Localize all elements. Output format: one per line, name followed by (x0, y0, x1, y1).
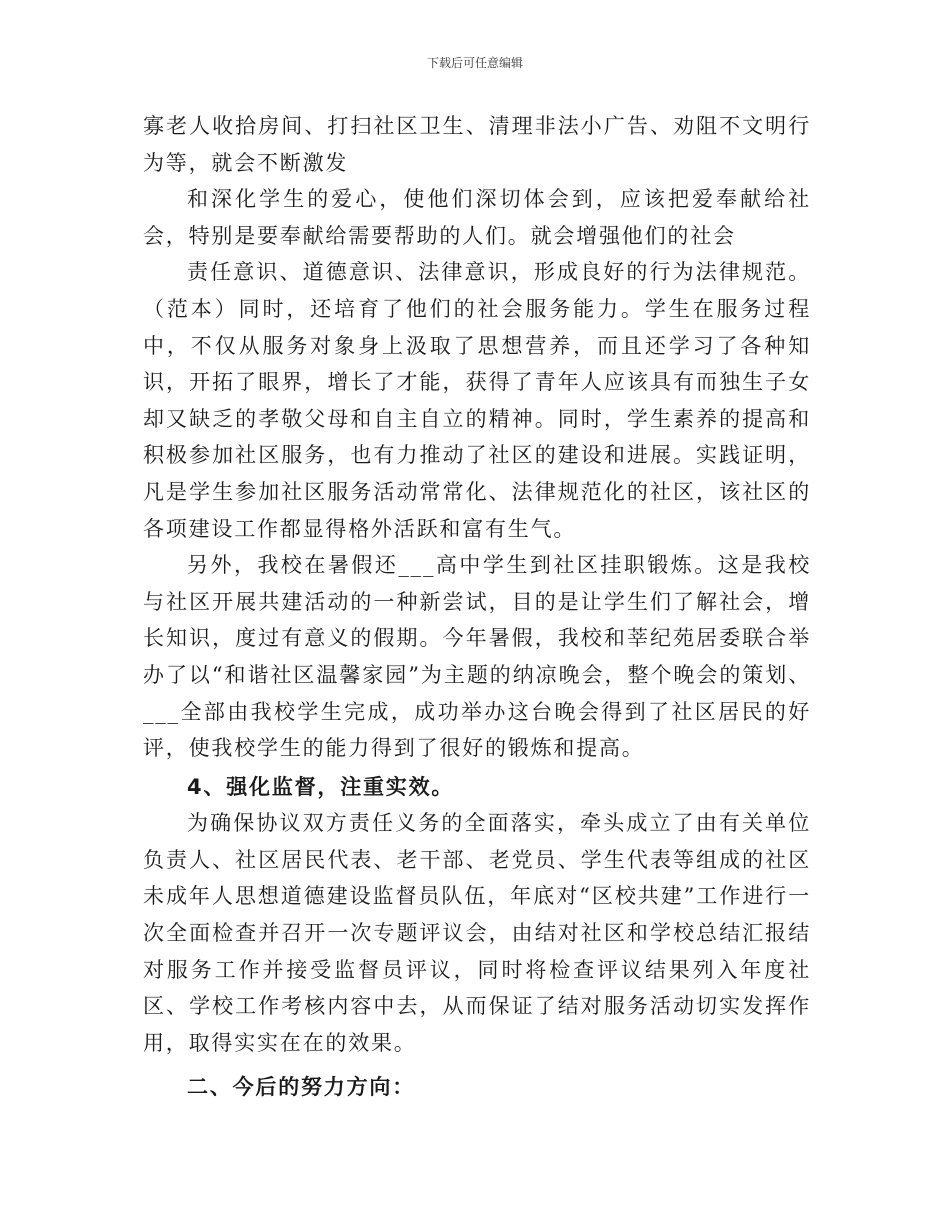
paragraph-1: 寡老人收拾房间、打扫社区卫生、清理非法小广告、劝阻不文明行为等，就会不断激发 (143, 114, 811, 175)
section-heading-2: 二、今后的努力方向： (187, 1075, 415, 1100)
paragraph-5: 为确保协议双方责任义务的全面落实，牵头成立了由有关单位负责人、社区居民代表、老干部、老党员、学生代表等组成的社区未成年人思想道德建设监督员队伍，年底对“区校共建”工作进行一次全面检查并召开一次专题评议会，由结对社区和学校总结汇报结对服务工作并接受监督员评议，同时将检查评议结果列入年度社区、学校工作考核内容中去，从而保证了结对服务活动切实发挥作用，取得实实在在的效果。 (143, 811, 811, 1055)
document-body (143, 108, 811, 1106)
paragraph-4: 另外，我校在暑假还___高中学生到社区挂职锻炼。这是我校与社区开展共建活动的一种新尝试，目的是让学生们了解社会，增长知识，度过有意义的假期。今年暑假，我校和莘纪苑居委联合举办了以“和谐社区温馨家园”为主题的纳凉晚会，整个晚会的策划、___全部由我校学生完成，成功举办这台晚会得到了社区居民的好评，使我校学生的能力得到了很好的锻炼和提高。 (143, 553, 811, 761)
page-header-note: 下载后可任意编辑 (426, 56, 523, 70)
section-heading-4: 4、强化监督，注重实效。 (187, 774, 455, 799)
paragraph-3: 责任意识、道德意识、法律意识，形成良好的行为法律规范。（范本）同时，还培育了他们的社会服务能力。学生在服务过程中，不仅从服务对象身上汲取了思想营养，而且还学习了各种知识，开拓了眼界，增长了才能，获得了青年人应该具有而独生子女却又缺乏的孝敬父母和自主自立的精神。同时，学生素养的提高和积极参加社区服务，也有力推动了社区的建设和进展。实践证明，凡是学生参加社区服务活动常常化、法律规范化的社区，该社区的各项建设工作都显得格外活跃和富有生气。 (143, 260, 811, 541)
paragraph-2: 和深化学生的爱心，使他们深切体会到，应该把爱奉献给社会，特别是要奉献给需要帮助的人们。就会增强他们的社会 (143, 187, 811, 248)
